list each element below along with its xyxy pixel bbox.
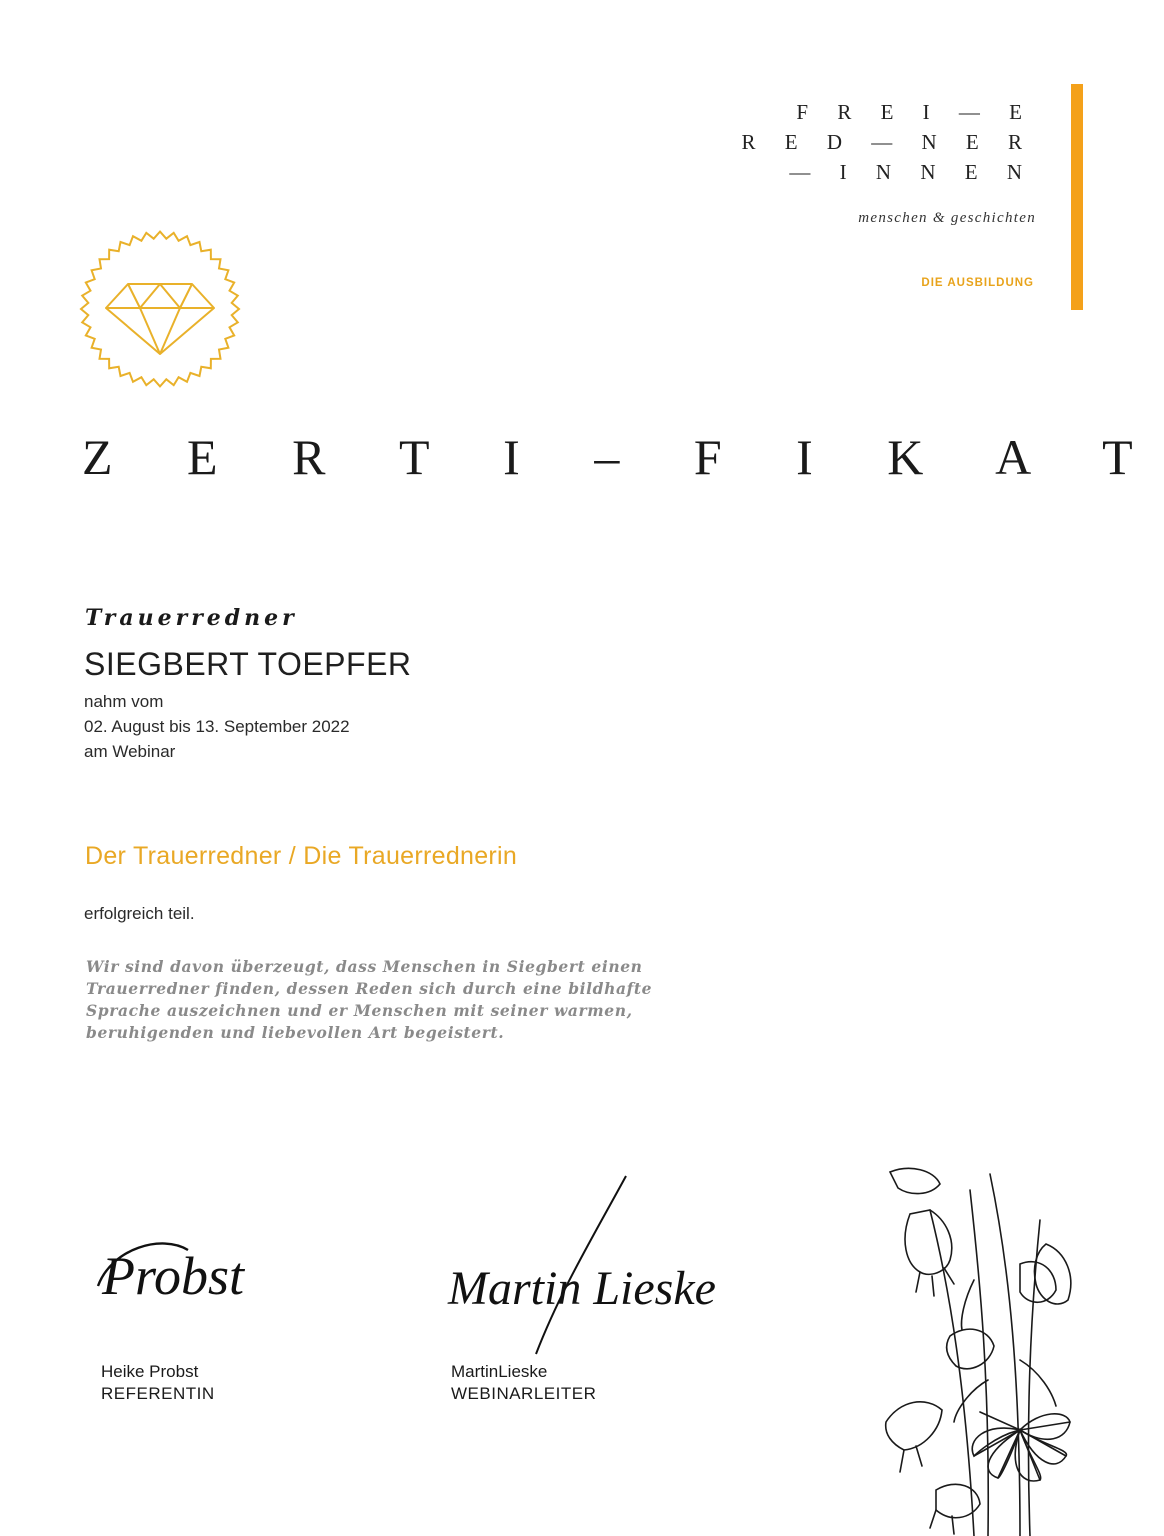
logo-line-1: F R E I — E: [796, 100, 1034, 124]
text-webinar: am Webinar: [84, 742, 176, 761]
signatory-role-1: REFERENTIN: [101, 1384, 215, 1403]
recipient-name: SIEGBERT TOEPFER: [84, 646, 412, 682]
logo-subtitle: DIE AUSBILDUNG: [921, 277, 1034, 289]
diamond-seal-icon: [76, 228, 244, 390]
signatory-role-2: WEBINARLEITER: [451, 1384, 597, 1403]
flower-illustration: [870, 1160, 1086, 1536]
course-name: Der Trauerredner / Die Trauerrednerin: [85, 842, 518, 870]
logo-line-3: — I N N E N: [789, 160, 1034, 184]
certificate-title: Z E R T I – F I K A T: [82, 429, 1164, 485]
signatory-name-1: Heike Probst: [101, 1362, 199, 1381]
text-success: erfolgreich teil.: [84, 904, 195, 923]
logo-tagline: menschen & geschichten: [858, 210, 1036, 226]
testimonial-quote: Wir sind davon überzeugt, dass Menschen in Siegbert einen Trauerredner finden, dessen Reden sich durch eine bildhafte Sprache auszeichnen und er Menschen mit seiner warmen, beruhigenden und liebevollen Art begeistert.: [86, 957, 653, 1042]
signature-probst: [92, 1228, 272, 1318]
text-dates: 02. August bis 13. September 2022: [84, 717, 350, 736]
text-took-part: nahm vom: [84, 692, 164, 711]
certificate-role: Trauerredner: [85, 605, 298, 631]
signature-probst-text: Probst: [102, 1246, 245, 1306]
signature-lieske: [440, 1172, 716, 1362]
accent-bar: [1071, 84, 1083, 310]
signatory-name-2: MartinLieske: [451, 1362, 548, 1381]
signature-lieske-text: Martin Lieske: [448, 1262, 716, 1315]
logo-line-2: R E D — N E R: [741, 130, 1034, 154]
